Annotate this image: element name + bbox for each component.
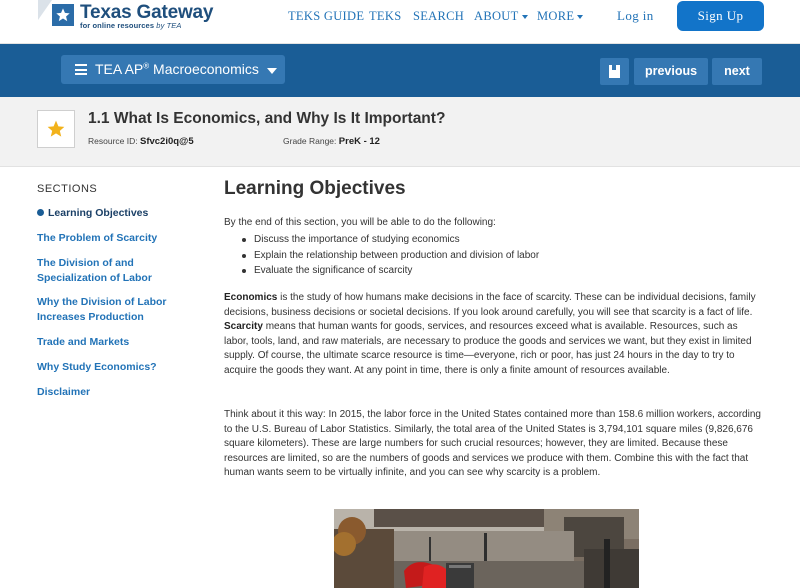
course-selector[interactable] — [61, 55, 285, 84]
nav-more[interactable]: MORE — [537, 9, 583, 24]
favorite-button[interactable] — [37, 110, 75, 148]
list-item: Discuss the importance of studying economics — [242, 232, 742, 248]
sidebar-item-why-study-economics[interactable]: Why Study Economics? — [37, 361, 157, 373]
resource-header — [0, 97, 800, 167]
chevron-down-icon — [267, 68, 277, 74]
bookmark-button[interactable] — [600, 58, 629, 85]
chevron-down-icon — [577, 15, 583, 19]
resource-id: Resource ID: Sfvc2i0q@5 — [88, 136, 194, 147]
menu-icon — [75, 64, 87, 75]
sidebar-item-why-division-of-labor[interactable]: Why the Division of Labor Increases Production — [37, 296, 167, 323]
login-link[interactable]: Log in — [617, 8, 654, 23]
nav-about[interactable]: ABOUT — [474, 9, 528, 24]
sidebar-item-problem-of-scarcity[interactable]: The Problem of Scarcity — [37, 232, 158, 244]
star-logo-icon — [52, 4, 74, 26]
sidebar-item-trade-and-markets[interactable]: Trade and Markets — [37, 336, 130, 348]
list-item: Evaluate the significance of scarcity — [242, 263, 742, 279]
course-name: TEA AP® Macroeconomics — [95, 61, 259, 77]
texas-gateway-logo[interactable] — [38, 0, 238, 36]
sidebar-item-disclaimer[interactable]: Disclaimer — [37, 386, 91, 398]
nav-teks[interactable]: TEKS — [369, 9, 402, 23]
logo-title: Texas Gateway — [80, 2, 214, 23]
previous-button[interactable]: previous — [634, 58, 708, 85]
paragraph-economics: Economics is the study of how humans make decisions in the face of scarcity. These can be individual decisions, family decisions, business decisions or societal decisions. If you look around carefully, you will see that scarcity is a fact of life. Scarcity means that human wants for goods, services, and resources exceed what is available. Resources, such as labor, tools, land, and raw materials, are necessary to produce the goods and services we want, but they exist in limited supply. Of course, the ultimate scarce resource is time—everyone, rich or poor, has just 24 hours in the day to try to acquire the goods they want. At any point in time, there is only a finite amount of resources available. — [224, 292, 756, 376]
list-item: Explain the relationship between production and division of labor — [242, 248, 742, 264]
content-photo — [334, 509, 639, 588]
bookmark-icon — [609, 65, 620, 78]
star-icon — [46, 119, 66, 139]
logo-accent — [38, 0, 52, 20]
section-heading: Learning Objectives — [224, 178, 406, 199]
nav-search[interactable]: SEARCH — [413, 9, 465, 23]
next-button[interactable]: next — [712, 58, 762, 85]
city-street-photo — [334, 509, 639, 588]
intro-text: By the end of this section, you will be able to do the following: — [224, 217, 496, 228]
nav-teks-guide[interactable]: TEKS GUIDE — [288, 9, 365, 23]
page-title: 1.1 What Is Economics, and Why Is It Important? — [88, 110, 446, 127]
sidebar-item-learning-objectives[interactable]: Learning Objectives — [37, 206, 187, 221]
sidebar-item-division-of-labor[interactable]: The Division of and Specialization of Labor — [37, 257, 152, 284]
chevron-down-icon — [522, 15, 528, 19]
signup-button[interactable]: Sign Up — [677, 1, 764, 31]
sections-heading: SECTIONS — [37, 183, 98, 195]
objectives-list — [242, 232, 742, 279]
course-bar — [0, 44, 800, 97]
grade-range: Grade Range: PreK - 12 — [283, 136, 380, 147]
top-navbar — [0, 0, 800, 44]
active-dot-icon — [37, 209, 44, 216]
logo-subtitle: for online resources by TEA — [80, 21, 182, 30]
paragraph-labor-force: Think about it this way: In 2015, the labor force in the United States contained more than 158.6 million workers, according to the U.S. Bureau of Labor Statistics. Similarly, the total area of the United States is 3,794,101 square miles (9,826,676 square kilometers). These are large numbers for such crucial resources; however, they are limited. Because these resources are limited, so are the numbers of goods and services we produce with them. Combine this with the fact that human wants seem to be virtually infinite, and you can see why scarcity is a problem. — [224, 409, 761, 478]
